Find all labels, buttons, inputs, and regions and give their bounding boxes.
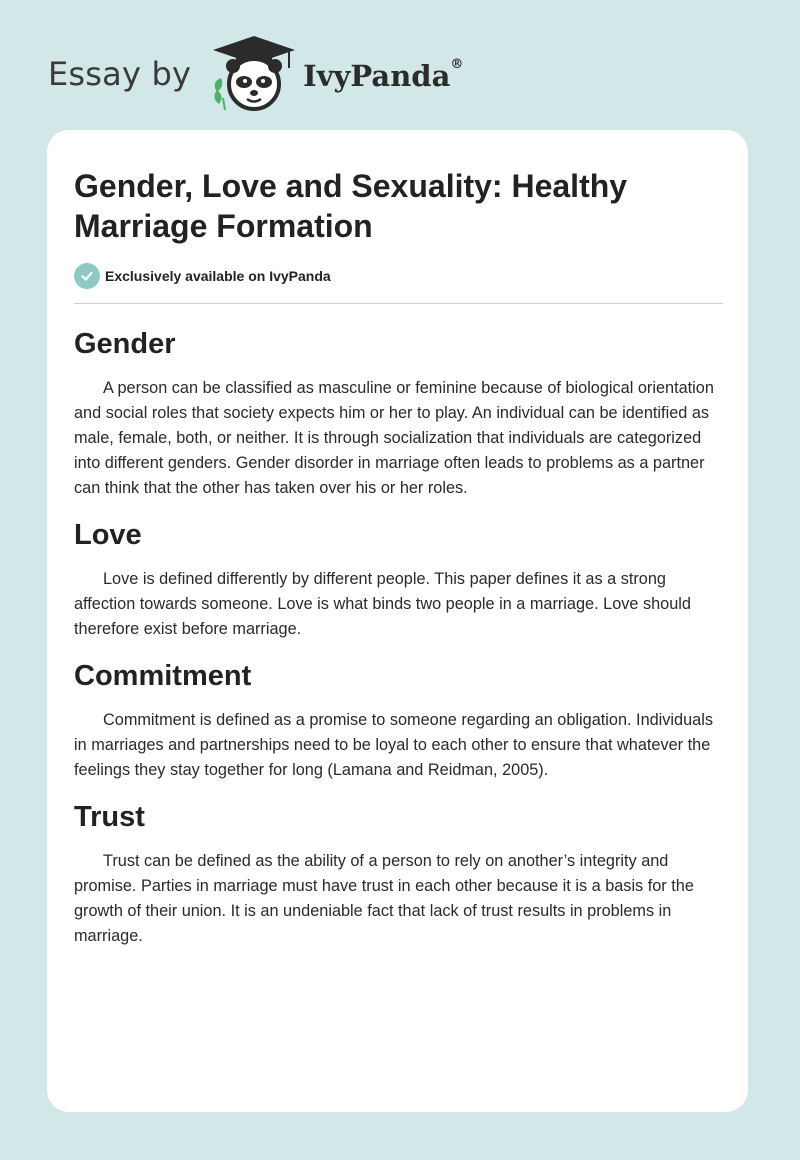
panda-logo-icon[interactable] xyxy=(209,34,299,114)
essay-by-label: Essay by xyxy=(48,55,192,93)
section-commitment xyxy=(74,654,726,783)
essay-title: Gender, Love and Sexuality: Healthy Marriage Formation xyxy=(74,168,628,244)
section-paragraph: Love is defined differently by different people. This paper defines it as a strong affection towards someone. Love is what binds two people in a marriage. Love should therefore exist before marriage. xyxy=(74,570,691,638)
check-circle-icon xyxy=(74,263,100,289)
site-header xyxy=(48,34,463,114)
exclusive-badge xyxy=(74,263,331,289)
essay-card xyxy=(47,130,748,1112)
divider xyxy=(74,303,723,304)
section-heading: Trust xyxy=(74,801,145,833)
exclusive-badge-label: Exclusively available on IvyPanda xyxy=(105,268,331,284)
essay-body xyxy=(74,322,726,949)
brand-name[interactable] xyxy=(303,59,463,93)
section-heading: Love xyxy=(74,519,142,551)
section-heading: Gender xyxy=(74,328,176,360)
section-trust xyxy=(74,795,726,949)
section-paragraph: A person can be classified as masculine or feminine because of biological orientation and social roles that society expects him or her to play. An individual can be identified as male, female, both, or neither. It is through socialization that individuals are categorized into different genders. Gender disorder in marriage often leads to problems as a partner can think that the other has taken over his or her roles. xyxy=(74,379,714,497)
section-paragraph: Commitment is defined as a promise to someone regarding an obligation. Individuals in marriages and partnerships need to be loyal to each other to ensure that whatever the feelings they stay together for long (Lamana and Reidman, 2005). xyxy=(74,711,713,779)
registered-mark: ® xyxy=(450,57,464,72)
section-gender xyxy=(74,322,726,501)
brand-label: IvyPanda xyxy=(303,59,451,93)
section-heading: Commitment xyxy=(74,660,252,692)
section-paragraph: Trust can be defined as the ability of a person to rely on another’s integrity and promise. Parties in marriage must have trust in each other because it is a basis for the growth of their union. It is an undeniable fact that lack of trust results in problems in marriage. xyxy=(74,852,694,945)
section-love xyxy=(74,513,726,642)
